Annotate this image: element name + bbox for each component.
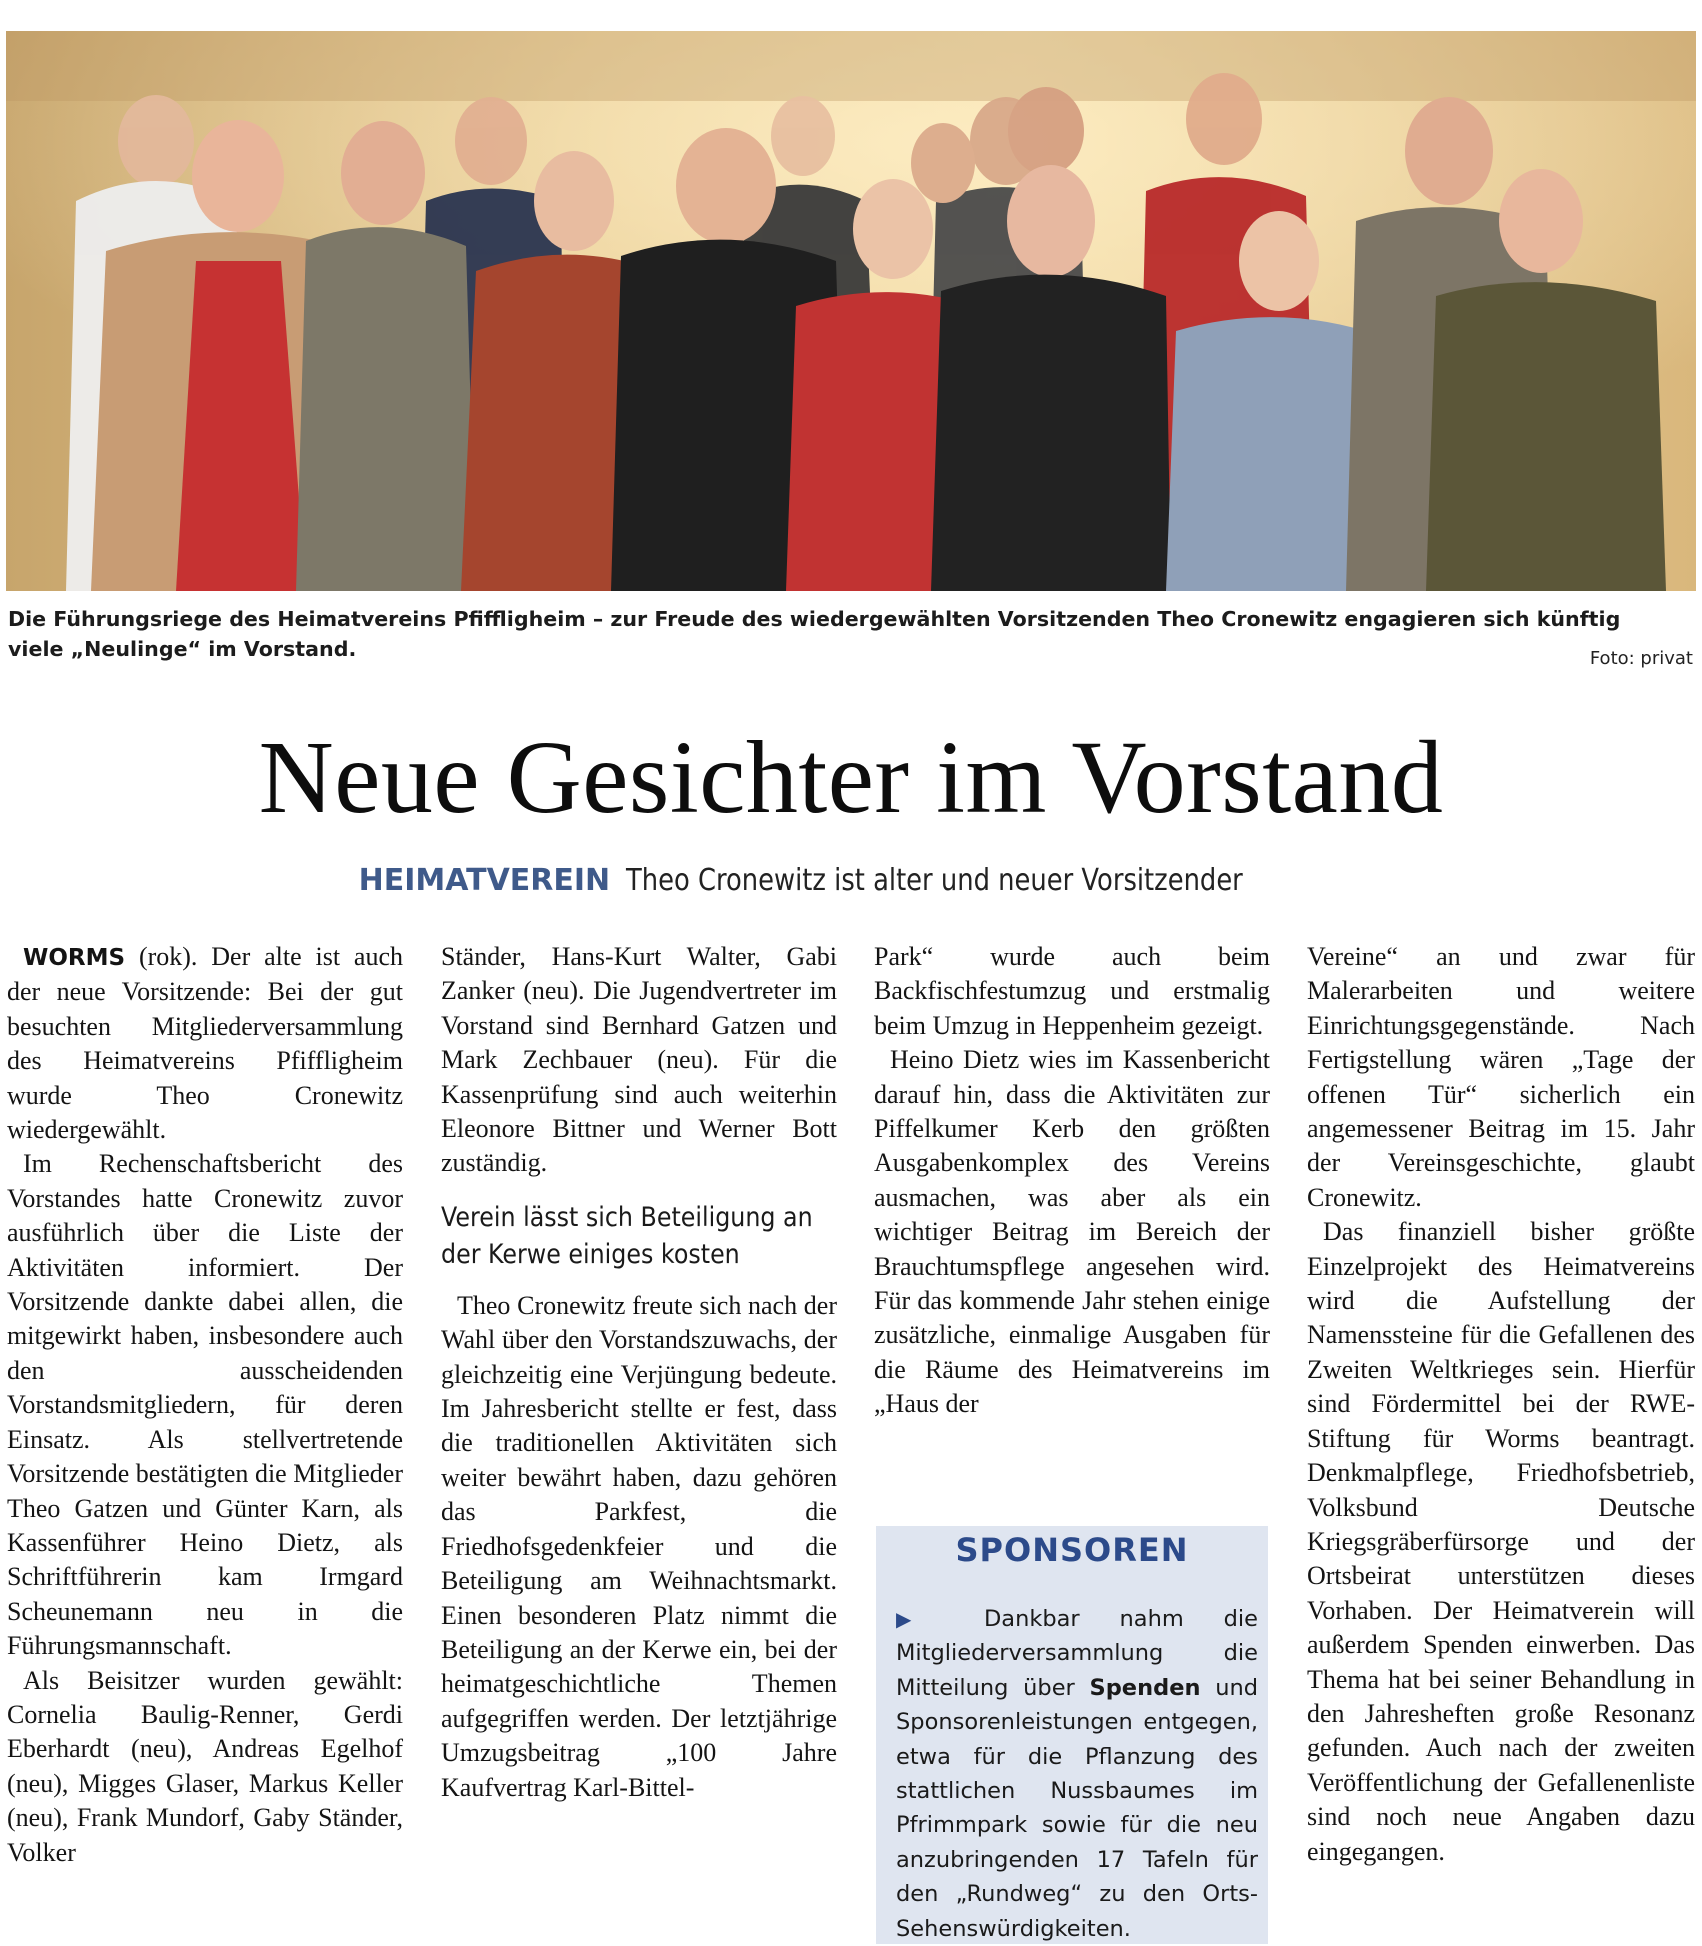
sponsor-text-after: und Sponsorenleistungen entgegen, etwa für die Pflanzung des stattlichen Nussbaumes im Pfrimmpark sowie für die neu anzubringenden 17 Tafeln für den „Rundweg“ zu den Orts-Sehenswürdigkeiten. — [896, 1674, 1258, 1942]
sponsor-box — [876, 1526, 1268, 1944]
article-paragraph: Ständer, Hans-Kurt Walter, Gabi Zanker (neu). Die Jugendvertreter im Vorstand sind Bernhard Gatzen und Mark Zechbauer (neu). Für die Kassenprüfung sind auch weiterhin Eleonore Bittner und Werner Bott zuständig. — [441, 942, 837, 1178]
group-photo — [6, 31, 1696, 591]
article-column-1 — [7, 940, 403, 1870]
caption-line-2: viele „Neulinge“ im Vorstand. — [8, 637, 357, 661]
dateline: WORMS — [23, 945, 126, 971]
kicker: HEIMATVEREIN — [358, 863, 611, 898]
sponsor-text-bold: Spenden — [1089, 1674, 1201, 1701]
article-column-2 — [441, 940, 837, 1805]
group-photo-icon — [6, 31, 1696, 591]
photo-caption — [8, 604, 1694, 664]
deck: Theo Cronewitz ist alter und neuer Vorsitzender — [626, 863, 1243, 898]
photo-credit: Foto: privat — [1589, 648, 1693, 669]
intertitle: Verein lässt sich Beteiligung an der Kerwe einiges kosten — [441, 1201, 813, 1270]
article-column-4 — [1307, 940, 1695, 1869]
article-paragraph: Das finanziell bisher größte Einzelprojekt des Heimatvereins wird die Aufstellung der Namenssteine für die Gefallenen des Zweiten Weltkrieges sein. Hierfür sind Fördermittel bei der RWE-Stiftung für Worms beantragt. Denkmalpflege, Friedhofsbetrieb, Volksbund Deutsche Kriegsgräberfürsorge und der Ortsbeirat unterstützen dieses Vorhaben. Der Heimatverein will außerdem Spenden einwerben. Das Thema hat bei seiner Behandlung in den Jahresheften große Resonanz gefunden. Auch nach der zweiten Veröffentlichung der Gefallenenliste sind noch neue Angaben dazu eingegangen. — [1307, 1217, 1695, 1866]
article-paragraph: Park“ wurde auch beim Backfischfestumzug und erstmalig beim Umzug in Heppenheim gezeigt. — [874, 942, 1270, 1040]
paragraph-text: (rok). Der alte ist auch der neue Vorsitzende: Bei der gut besuchten Mitgliederversammlung des Heimatvereins Pfiffligheim wurde Theo Cronewitz wiedergewählt. — [7, 942, 404, 1145]
article-paragraph — [7, 940, 403, 1147]
article-paragraph: Heino Dietz wies im Kassenbericht darauf hin, dass die Aktivitäten zur Piffelkumer Kerb den größten Ausgabenkomplex des Vereins ausmachen, was aber als ein wichtiger Beitrag im Bereich der Brauchtumspflege angesehen wird. Für das kommende Jahr stehen einige zusätzliche, einmalige Ausgaben für die Räume des Heimatvereins im „Haus der — [874, 1045, 1270, 1419]
triangle-bullet-icon: ▶ — [896, 1607, 945, 1631]
article-paragraph: Im Rechenschaftsbericht des Vorstandes hatte Cronewitz zuvor ausführlich über die Liste der Aktivitäten informiert. Der Vorsitzende dankte dabei allen, die mitgewirkt haben, insbesondere auch den ausscheidenden Vorstandsmitgliedern, für deren Einsatz. Als stellvertretende Vorsitzende bestätigten die Mitglieder Theo Gatzen und Günter Karn, als Kassenführer Heino Dietz, als Schriftführerin kam Irmgard Scheunemann neu in die Führungsmannschaft. — [7, 1149, 403, 1661]
article-paragraph: Theo Cronewitz freute sich nach der Wahl über den Vorstandszuwachs, der gleichzeitig eine Verjüngung bedeute. Im Jahresbericht stellte er fest, dass die traditionellen Aktivitäten sich weiter bewährt haben, dazu gehören das Parkfest, die Friedhofsgedenkfeier und die Beteiligung am Weihnachtsmarkt. Einen besonderen Platz nimmt die Beteiligung an der Kerwe ein, bei der heimatgeschichtliche Themen aufgegriffen werden. Der letztjährige Umzugsbeitrag „100 Jahre Kaufvertrag Karl-Bittel- — [441, 1290, 837, 1802]
sponsor-text-before: Dankbar nahm die Mitgliederversammlung die Mitteilung über — [896, 1606, 1258, 1701]
sponsor-heading: SPONSOREN — [955, 1531, 1189, 1569]
headline: Neue Gesichter im Vorstand — [258, 720, 1444, 835]
article-column-3 — [874, 940, 1270, 1422]
article-paragraph: Vereine“ an und zwar für Malerarbeiten und weitere Einrichtungsgegenstände. Nach Fertigstellung wären „Tage der offenen Tür“ sicherlich ein angemessener Beitrag im 15. Jahr der Vereinsgeschichte, glaubt Cronewitz. — [1307, 942, 1695, 1212]
sponsor-text — [896, 1602, 1258, 1946]
article-paragraph: Als Beisitzer wurden gewählt: Cornelia Baulig-Renner, Gerdi Eberhardt (neu), Andreas Egelhof (neu), Migges Glaser, Markus Keller (neu), Frank Mundorf, Gaby Ständer, Volker — [7, 1665, 403, 1867]
subheadline — [0, 861, 1702, 901]
caption-line-1: Die Führungsriege des Heimatvereins Pfiffligheim – zur Freude des wiedergewählten Vorsitzenden Theo Cronewitz engagieren sich künftig — [8, 607, 1621, 631]
